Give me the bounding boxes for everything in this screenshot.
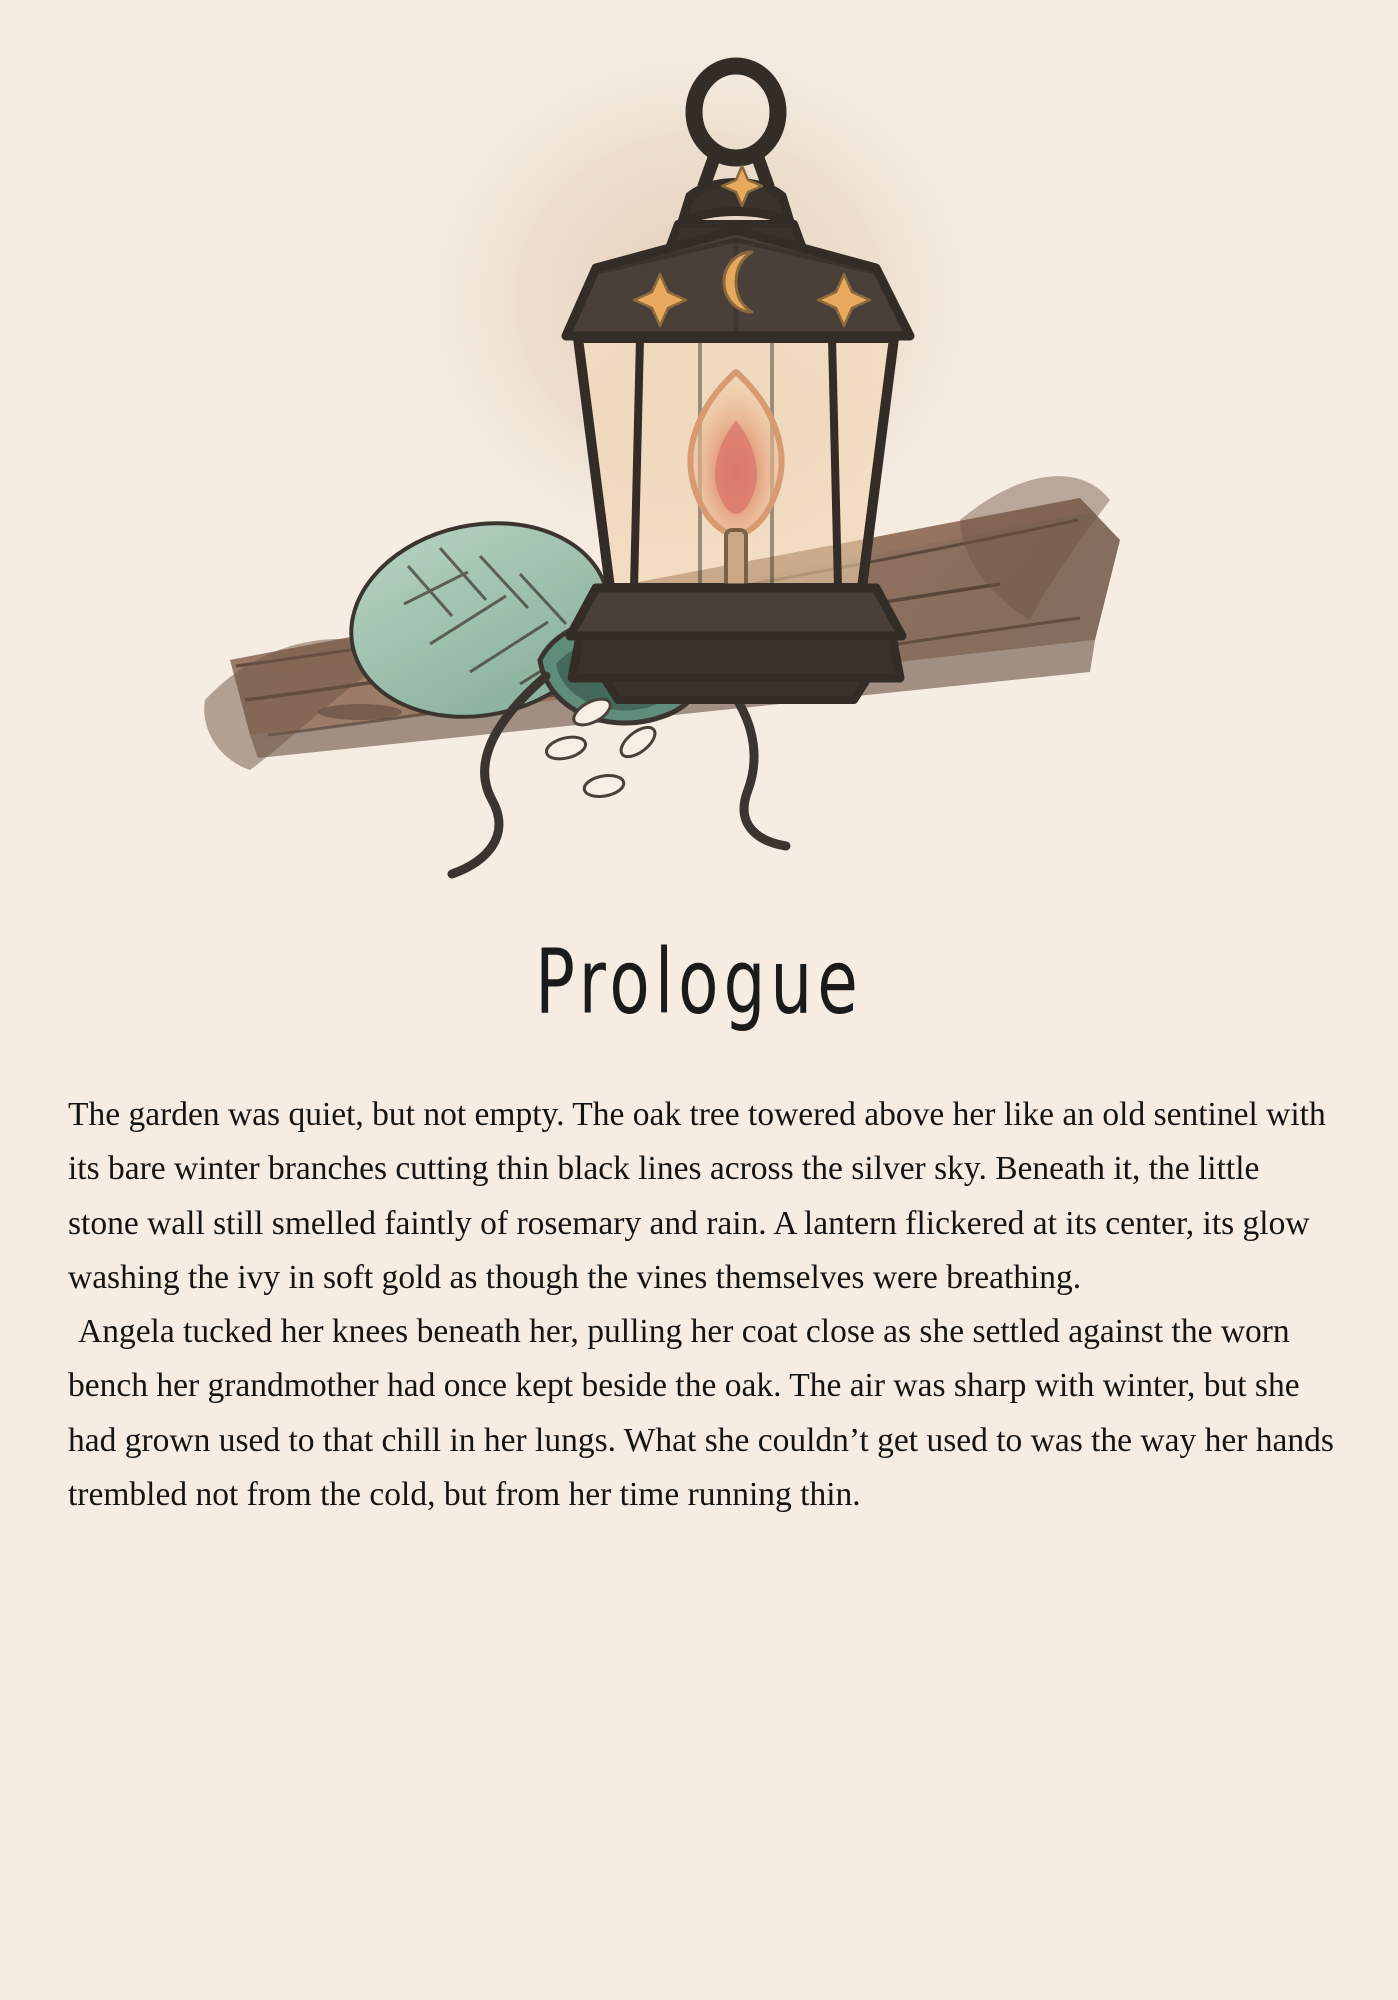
lantern-illustration-svg (0, 0, 1398, 930)
chapter-title-container (0, 930, 1398, 1060)
page-title: Prologue (535, 929, 863, 1034)
chapter-illustration (0, 0, 1398, 930)
paragraph-2: Angela tucked her knees beneath her, pulling her coat close as she settled against the worn bench her grandmother had once kept beside the oak. The air was sharp with winter, but she had grown used to that chill in her lungs. What she couldn’t get used to was the way her hands trembled not from the cold, but from her time running thin. (68, 1313, 1334, 1513)
chapter-body (0, 1060, 1398, 1522)
paragraph-1: The garden was quiet, but not empty. The oak tree towered above her like an old sentinel with its bare winter branches cutting thin black lines across the silver sky. Beneath it, the little stone wall still smelled faintly of rosemary and rain. A lantern flickered at its center, its glow washing the ivy in soft gold as though the vines themselves were breathing. (68, 1096, 1326, 1296)
